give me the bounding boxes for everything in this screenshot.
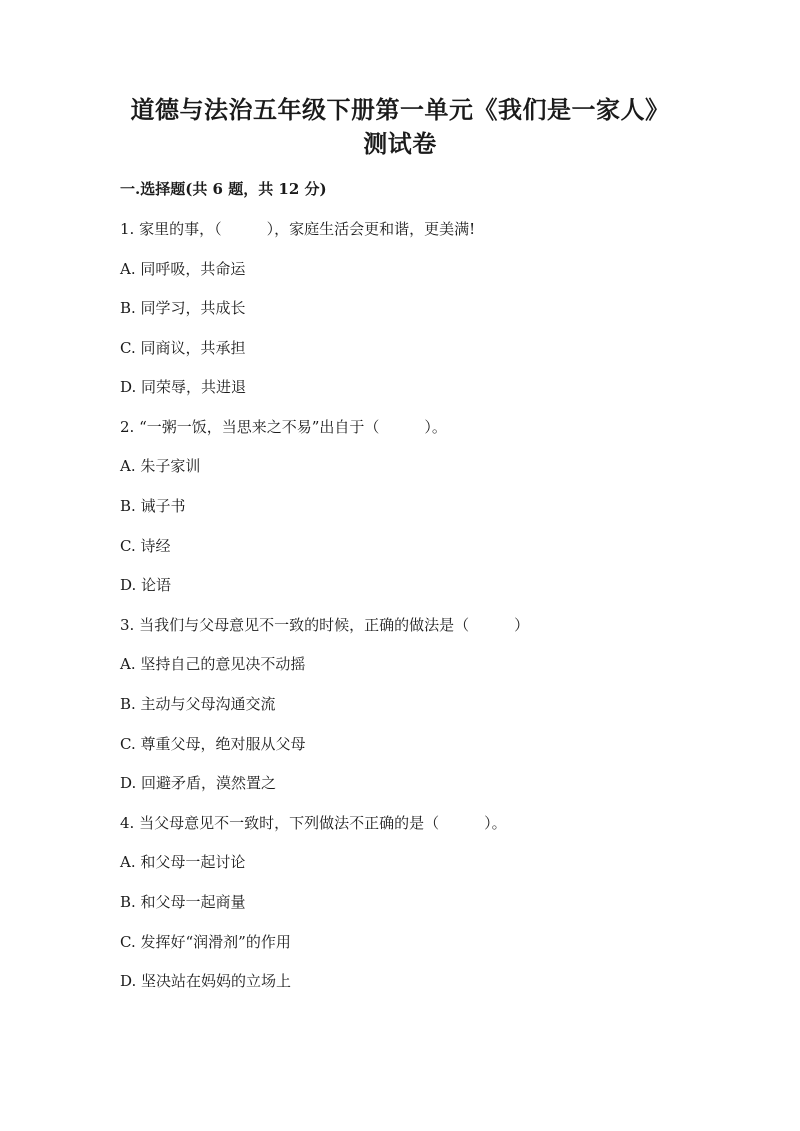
question-option: B. 诫子书: [120, 497, 186, 515]
question-stem: 4. 当父母意见不一致时，下列做法不正确的是（ ）。: [120, 814, 507, 832]
question-stem: 1. 家里的事，（ ），家庭生活会更和谐，更美满!: [120, 220, 476, 238]
question-stem: 3. 当我们与父母意见不一致的时候，正确的做法是（ ）: [120, 616, 530, 634]
question-option: B. 同学习，共成长: [120, 299, 246, 317]
question-option: A. 同呼吸，共命运: [120, 260, 246, 278]
question-stem: 2. “一粥一饭，当思来之不易”出自于（ ）。: [120, 418, 447, 436]
question-option: B. 主动与父母沟通交流: [120, 695, 276, 713]
document-title: 道德与法治五年级下册第一单元《我们是一家人》: [130, 95, 670, 124]
question-option: C. 同商议，共承担: [120, 339, 246, 357]
question-option: A. 和父母一起讨论: [120, 853, 246, 871]
question-option: D. 同荣辱，共进退: [120, 378, 247, 396]
section-heading: 一.选择题(共 6 题，共 12 分): [120, 180, 327, 198]
document-subtitle: 测试卷: [363, 129, 437, 158]
question-option: D. 坚决站在妈妈的立场上: [120, 972, 292, 990]
question-option: A. 坚持自己的意见决不动摇: [120, 655, 306, 673]
question-option: C. 发挥好“润滑剂”的作用: [120, 933, 291, 951]
question-option: A. 朱子家训: [120, 457, 201, 475]
question-option: B. 和父母一起商量: [120, 893, 246, 911]
question-option: D. 回避矛盾，漠然置之: [120, 774, 277, 792]
question-option: C. 尊重父母，绝对服从父母: [120, 735, 306, 753]
question-option: C. 诗经: [120, 537, 171, 555]
question-option: D. 论语: [120, 576, 172, 594]
